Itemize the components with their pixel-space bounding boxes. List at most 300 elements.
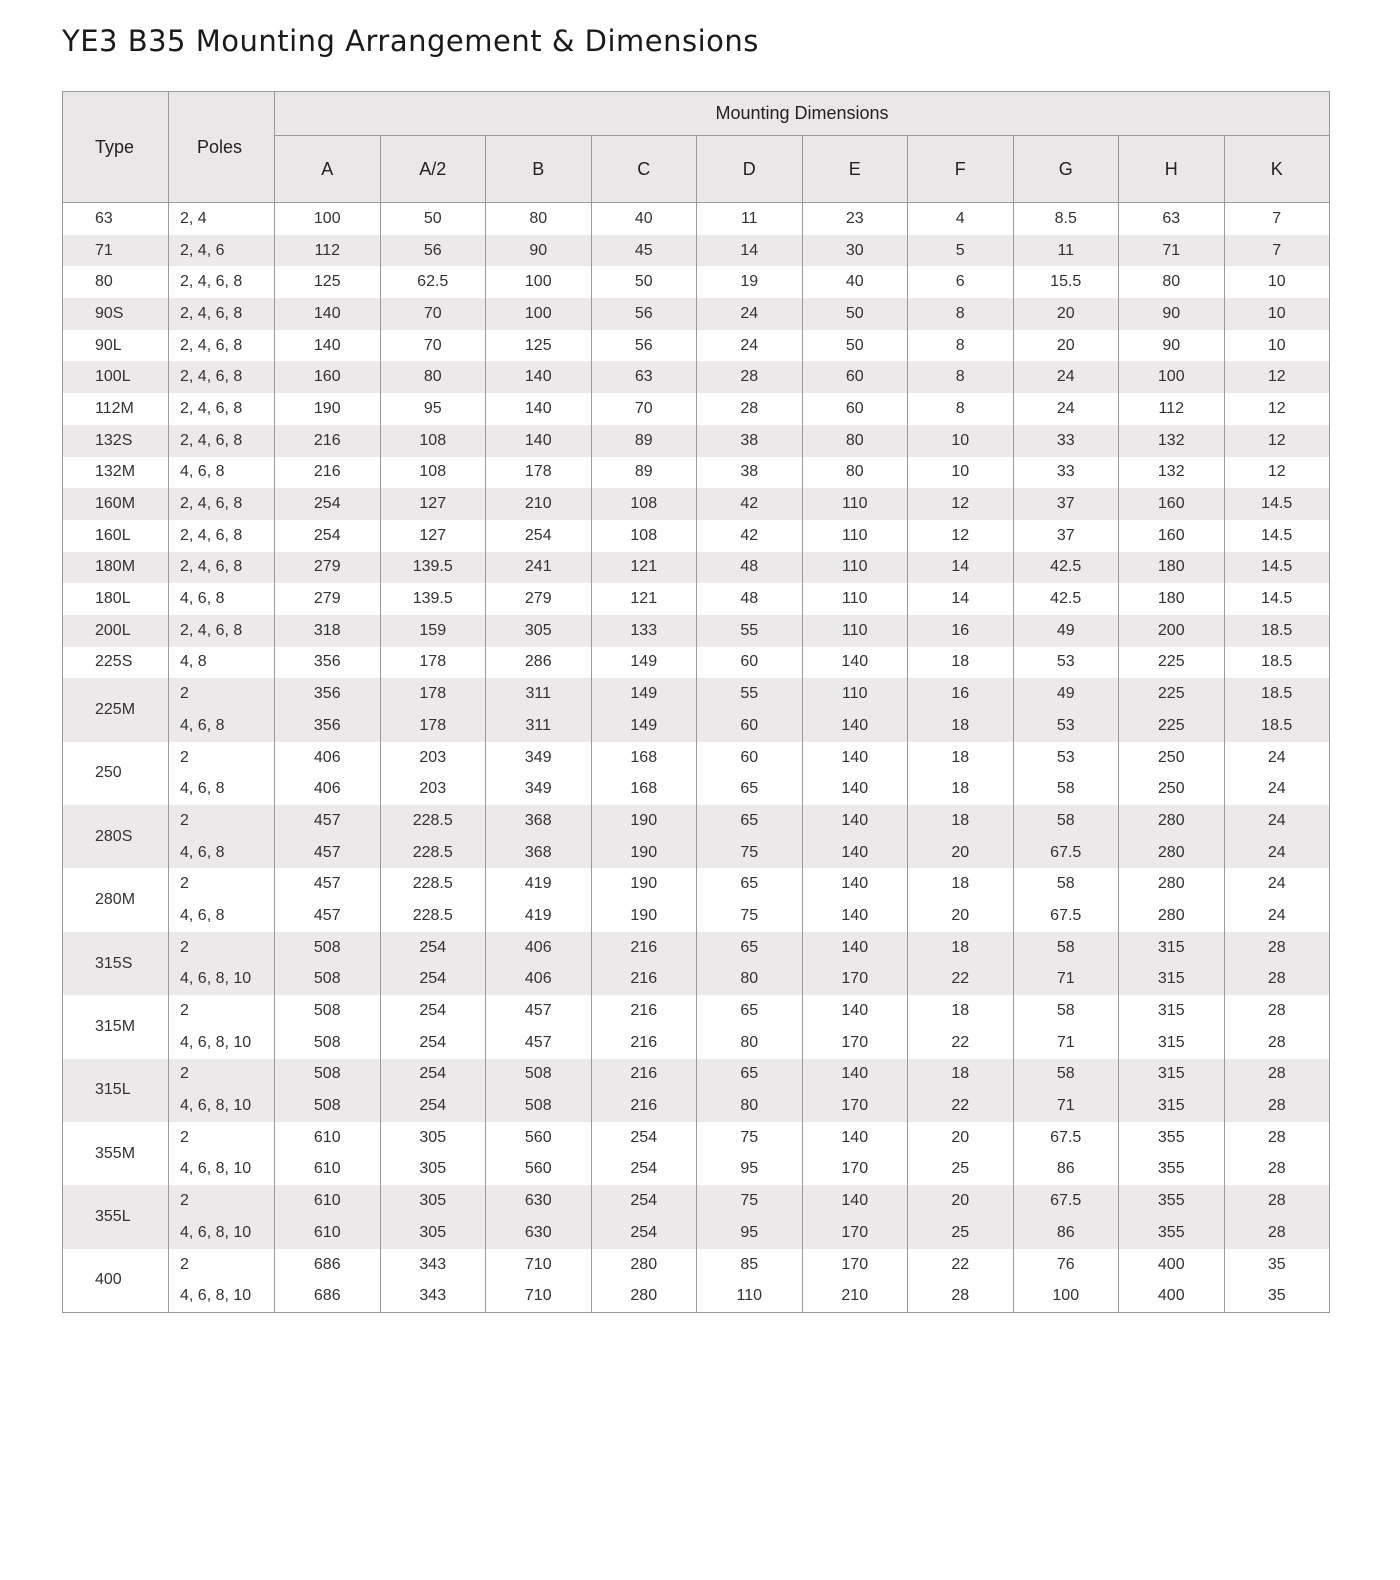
value-cell: 8 [908, 361, 1014, 393]
value-cell: 254 [591, 1185, 697, 1217]
value-cell: 305 [380, 1154, 486, 1186]
value-cell: 149 [591, 678, 697, 710]
table-row [63, 425, 1330, 457]
value-cell: 110 [802, 678, 908, 710]
table-row [63, 678, 1330, 710]
value-cell: 108 [591, 520, 697, 552]
value-cell: 406 [275, 773, 381, 805]
value-cell: 149 [591, 710, 697, 742]
value-cell: 210 [802, 1280, 908, 1312]
value-cell: 280 [591, 1280, 697, 1312]
value-cell: 343 [380, 1249, 486, 1281]
value-cell: 133 [591, 615, 697, 647]
column-header-g: G [1013, 136, 1119, 203]
value-cell: 18 [908, 868, 1014, 900]
value-cell: 305 [380, 1185, 486, 1217]
value-cell: 4 [908, 203, 1014, 235]
type-cell: 132M [63, 457, 169, 489]
value-cell: 80 [697, 1027, 803, 1059]
value-cell: 24 [1224, 837, 1330, 869]
type-cell: 90L [63, 330, 169, 362]
column-header-f: F [908, 136, 1014, 203]
value-cell: 610 [275, 1122, 381, 1154]
value-cell: 178 [380, 710, 486, 742]
column-header-k: K [1224, 136, 1330, 203]
value-cell: 110 [802, 552, 908, 584]
value-cell: 80 [802, 425, 908, 457]
value-cell: 58 [1013, 868, 1119, 900]
value-cell: 710 [486, 1280, 592, 1312]
value-cell: 203 [380, 773, 486, 805]
value-cell: 11 [1013, 235, 1119, 267]
value-cell: 170 [802, 1027, 908, 1059]
value-cell: 53 [1013, 710, 1119, 742]
value-cell: 53 [1013, 647, 1119, 679]
value-cell: 457 [486, 995, 592, 1027]
poles-cell: 4, 6, 8, 10 [169, 964, 275, 996]
value-cell: 89 [591, 457, 697, 489]
value-cell: 7 [1224, 203, 1330, 235]
table-row [63, 330, 1330, 362]
value-cell: 24 [1224, 900, 1330, 932]
type-cell: 315L [63, 1059, 169, 1122]
mounting-dimensions-header: Mounting Dimensions [275, 92, 1330, 136]
value-cell: 110 [802, 583, 908, 615]
table-row [63, 1059, 1330, 1091]
value-cell: 190 [591, 868, 697, 900]
value-cell: 508 [275, 964, 381, 996]
value-cell: 170 [802, 1090, 908, 1122]
value-cell: 140 [275, 298, 381, 330]
value-cell: 216 [591, 964, 697, 996]
value-cell: 419 [486, 900, 592, 932]
table-row [63, 266, 1330, 298]
table-row [63, 837, 1330, 869]
table-row [63, 552, 1330, 584]
value-cell: 110 [802, 615, 908, 647]
poles-cell: 2 [169, 1122, 275, 1154]
value-cell: 12 [908, 520, 1014, 552]
value-cell: 140 [802, 900, 908, 932]
column-header-d: D [697, 136, 803, 203]
value-cell: 508 [486, 1059, 592, 1091]
value-cell: 254 [591, 1217, 697, 1249]
column-header-h: H [1119, 136, 1225, 203]
value-cell: 24 [1013, 393, 1119, 425]
value-cell: 100 [486, 298, 592, 330]
type-cell: 355M [63, 1122, 169, 1185]
value-cell: 89 [591, 425, 697, 457]
value-cell: 355 [1119, 1122, 1225, 1154]
value-cell: 28 [697, 393, 803, 425]
value-cell: 20 [1013, 298, 1119, 330]
column-header-e: E [802, 136, 908, 203]
value-cell: 58 [1013, 1059, 1119, 1091]
type-header: Type [63, 92, 169, 203]
table-row [63, 1249, 1330, 1281]
value-cell: 216 [275, 425, 381, 457]
value-cell: 70 [380, 298, 486, 330]
value-cell: 140 [486, 425, 592, 457]
value-cell: 190 [591, 837, 697, 869]
value-cell: 356 [275, 678, 381, 710]
table-row [63, 647, 1330, 679]
value-cell: 28 [1224, 932, 1330, 964]
value-cell: 42 [697, 520, 803, 552]
value-cell: 12 [1224, 393, 1330, 425]
value-cell: 254 [591, 1122, 697, 1154]
value-cell: 71 [1013, 1090, 1119, 1122]
value-cell: 132 [1119, 425, 1225, 457]
value-cell: 67.5 [1013, 837, 1119, 869]
value-cell: 14.5 [1224, 552, 1330, 584]
value-cell: 160 [1119, 520, 1225, 552]
table-row [63, 393, 1330, 425]
value-cell: 42 [697, 488, 803, 520]
value-cell: 28 [1224, 1027, 1330, 1059]
value-cell: 50 [380, 203, 486, 235]
value-cell: 80 [697, 1090, 803, 1122]
value-cell: 10 [908, 457, 1014, 489]
value-cell: 280 [1119, 900, 1225, 932]
value-cell: 38 [697, 425, 803, 457]
column-header-a-half2: A/2 [380, 136, 486, 203]
value-cell: 20 [1013, 330, 1119, 362]
value-cell: 140 [802, 773, 908, 805]
value-cell: 50 [802, 298, 908, 330]
value-cell: 10 [1224, 298, 1330, 330]
value-cell: 203 [380, 742, 486, 774]
poles-cell: 2 [169, 995, 275, 1027]
type-cell: 315S [63, 932, 169, 995]
value-cell: 49 [1013, 615, 1119, 647]
poles-cell: 4, 6, 8, 10 [169, 1154, 275, 1186]
table-row [63, 615, 1330, 647]
value-cell: 58 [1013, 995, 1119, 1027]
value-cell: 86 [1013, 1217, 1119, 1249]
poles-cell: 4, 6, 8 [169, 710, 275, 742]
value-cell: 70 [380, 330, 486, 362]
value-cell: 355 [1119, 1185, 1225, 1217]
poles-cell: 2 [169, 678, 275, 710]
value-cell: 76 [1013, 1249, 1119, 1281]
type-cell: 400 [63, 1249, 169, 1313]
column-header-c: C [591, 136, 697, 203]
value-cell: 80 [802, 457, 908, 489]
value-cell: 18 [908, 647, 1014, 679]
value-cell: 140 [486, 361, 592, 393]
table-row [63, 1122, 1330, 1154]
value-cell: 254 [380, 932, 486, 964]
value-cell: 40 [802, 266, 908, 298]
table-row [63, 488, 1330, 520]
value-cell: 160 [275, 361, 381, 393]
poles-cell: 2, 4, 6, 8 [169, 393, 275, 425]
value-cell: 508 [275, 932, 381, 964]
table-row [63, 1185, 1330, 1217]
value-cell: 55 [697, 615, 803, 647]
value-cell: 18 [908, 805, 1014, 837]
table-row [63, 932, 1330, 964]
type-cell: 225M [63, 678, 169, 741]
type-cell: 180L [63, 583, 169, 615]
value-cell: 12 [1224, 457, 1330, 489]
value-cell: 305 [486, 615, 592, 647]
table-row [63, 742, 1330, 774]
poles-cell: 4, 6, 8, 10 [169, 1090, 275, 1122]
value-cell: 10 [908, 425, 1014, 457]
type-cell: 280S [63, 805, 169, 868]
value-cell: 20 [908, 1185, 1014, 1217]
value-cell: 368 [486, 837, 592, 869]
value-cell: 210 [486, 488, 592, 520]
value-cell: 178 [380, 647, 486, 679]
value-cell: 508 [275, 995, 381, 1027]
value-cell: 406 [486, 964, 592, 996]
type-cell: 71 [63, 235, 169, 267]
value-cell: 63 [1119, 203, 1225, 235]
table-row [63, 457, 1330, 489]
value-cell: 75 [697, 1185, 803, 1217]
value-cell: 90 [1119, 298, 1225, 330]
value-cell: 50 [591, 266, 697, 298]
value-cell: 315 [1119, 995, 1225, 1027]
value-cell: 24 [697, 330, 803, 362]
value-cell: 355 [1119, 1217, 1225, 1249]
value-cell: 508 [275, 1059, 381, 1091]
value-cell: 108 [380, 425, 486, 457]
page-title: YE3 B35 Mounting Arrangement & Dimensions [62, 24, 759, 58]
value-cell: 65 [697, 1059, 803, 1091]
value-cell: 140 [275, 330, 381, 362]
type-cell: 315M [63, 995, 169, 1058]
value-cell: 85 [697, 1249, 803, 1281]
type-cell: 90S [63, 298, 169, 330]
value-cell: 216 [591, 995, 697, 1027]
value-cell: 356 [275, 647, 381, 679]
value-cell: 28 [1224, 1154, 1330, 1186]
poles-cell: 2 [169, 805, 275, 837]
value-cell: 457 [275, 805, 381, 837]
value-cell: 19 [697, 266, 803, 298]
value-cell: 400 [1119, 1280, 1225, 1312]
value-cell: 228.5 [380, 900, 486, 932]
poles-cell: 2, 4, 6, 8 [169, 330, 275, 362]
poles-cell: 4, 6, 8, 10 [169, 1280, 275, 1312]
value-cell: 95 [380, 393, 486, 425]
value-cell: 30 [802, 235, 908, 267]
value-cell: 254 [486, 520, 592, 552]
value-cell: 343 [380, 1280, 486, 1312]
type-cell: 112M [63, 393, 169, 425]
value-cell: 140 [802, 1122, 908, 1154]
value-cell: 368 [486, 805, 592, 837]
poles-cell: 4, 8 [169, 647, 275, 679]
value-cell: 67.5 [1013, 1122, 1119, 1154]
value-cell: 508 [275, 1027, 381, 1059]
type-cell: 100L [63, 361, 169, 393]
dimensions-table [62, 91, 1330, 1313]
value-cell: 75 [697, 837, 803, 869]
value-cell: 241 [486, 552, 592, 584]
value-cell: 28 [1224, 964, 1330, 996]
value-cell: 140 [802, 805, 908, 837]
type-cell: 280M [63, 868, 169, 931]
value-cell: 160 [1119, 488, 1225, 520]
table-row [63, 995, 1330, 1027]
value-cell: 419 [486, 868, 592, 900]
table-row [63, 1280, 1330, 1312]
value-cell: 216 [591, 1059, 697, 1091]
value-cell: 140 [802, 647, 908, 679]
value-cell: 610 [275, 1185, 381, 1217]
value-cell: 140 [802, 1185, 908, 1217]
value-cell: 170 [802, 1249, 908, 1281]
type-cell: 200L [63, 615, 169, 647]
value-cell: 132 [1119, 457, 1225, 489]
value-cell: 63 [591, 361, 697, 393]
type-cell: 63 [63, 203, 169, 235]
table-row [63, 583, 1330, 615]
value-cell: 65 [697, 932, 803, 964]
value-cell: 108 [591, 488, 697, 520]
value-cell: 100 [486, 266, 592, 298]
value-cell: 75 [697, 1122, 803, 1154]
type-cell: 160M [63, 488, 169, 520]
value-cell: 18 [908, 773, 1014, 805]
poles-cell: 2 [169, 1059, 275, 1091]
table-row [63, 900, 1330, 932]
value-cell: 630 [486, 1217, 592, 1249]
value-cell: 14.5 [1224, 488, 1330, 520]
poles-cell: 2 [169, 868, 275, 900]
value-cell: 254 [380, 995, 486, 1027]
value-cell: 168 [591, 742, 697, 774]
value-cell: 406 [486, 932, 592, 964]
value-cell: 18 [908, 742, 1014, 774]
table-row [63, 1090, 1330, 1122]
value-cell: 28 [1224, 1090, 1330, 1122]
value-cell: 8 [908, 393, 1014, 425]
type-cell: 80 [63, 266, 169, 298]
value-cell: 7 [1224, 235, 1330, 267]
value-cell: 11 [697, 203, 803, 235]
value-cell: 254 [275, 520, 381, 552]
value-cell: 24 [1224, 742, 1330, 774]
value-cell: 315 [1119, 1027, 1225, 1059]
value-cell: 311 [486, 710, 592, 742]
value-cell: 33 [1013, 457, 1119, 489]
value-cell: 710 [486, 1249, 592, 1281]
value-cell: 50 [802, 330, 908, 362]
value-cell: 60 [802, 361, 908, 393]
value-cell: 279 [486, 583, 592, 615]
value-cell: 315 [1119, 932, 1225, 964]
value-cell: 280 [1119, 805, 1225, 837]
table-row [63, 868, 1330, 900]
value-cell: 33 [1013, 425, 1119, 457]
value-cell: 286 [486, 647, 592, 679]
type-cell: 250 [63, 742, 169, 805]
column-header-b: B [486, 136, 592, 203]
value-cell: 140 [486, 393, 592, 425]
table-row [63, 1154, 1330, 1186]
table-row [63, 203, 1330, 235]
value-cell: 630 [486, 1185, 592, 1217]
poles-cell: 2, 4, 6, 8 [169, 520, 275, 552]
value-cell: 125 [275, 266, 381, 298]
value-cell: 100 [1013, 1280, 1119, 1312]
table-row [63, 773, 1330, 805]
value-cell: 140 [802, 837, 908, 869]
value-cell: 14.5 [1224, 520, 1330, 552]
value-cell: 62.5 [380, 266, 486, 298]
value-cell: 228.5 [380, 805, 486, 837]
value-cell: 140 [802, 932, 908, 964]
type-cell: 355L [63, 1185, 169, 1248]
value-cell: 225 [1119, 678, 1225, 710]
value-cell: 315 [1119, 1059, 1225, 1091]
value-cell: 610 [275, 1154, 381, 1186]
value-cell: 67.5 [1013, 900, 1119, 932]
value-cell: 200 [1119, 615, 1225, 647]
value-cell: 58 [1013, 773, 1119, 805]
value-cell: 80 [486, 203, 592, 235]
value-cell: 280 [1119, 837, 1225, 869]
value-cell: 49 [1013, 678, 1119, 710]
table-row [63, 361, 1330, 393]
poles-cell: 2, 4, 6, 8 [169, 361, 275, 393]
value-cell: 28 [697, 361, 803, 393]
value-cell: 18 [908, 1059, 1014, 1091]
value-cell: 24 [697, 298, 803, 330]
value-cell: 178 [380, 678, 486, 710]
poles-cell: 4, 6, 8 [169, 900, 275, 932]
value-cell: 16 [908, 678, 1014, 710]
value-cell: 71 [1119, 235, 1225, 267]
value-cell: 159 [380, 615, 486, 647]
poles-cell: 4, 6, 8 [169, 773, 275, 805]
value-cell: 12 [908, 488, 1014, 520]
value-cell: 58 [1013, 805, 1119, 837]
value-cell: 80 [1119, 266, 1225, 298]
value-cell: 280 [591, 1249, 697, 1281]
value-cell: 112 [275, 235, 381, 267]
value-cell: 139.5 [380, 552, 486, 584]
value-cell: 37 [1013, 488, 1119, 520]
value-cell: 254 [380, 1059, 486, 1091]
value-cell: 149 [591, 647, 697, 679]
type-cell: 132S [63, 425, 169, 457]
table-row [63, 520, 1330, 552]
value-cell: 125 [486, 330, 592, 362]
value-cell: 24 [1013, 361, 1119, 393]
value-cell: 279 [275, 583, 381, 615]
value-cell: 112 [1119, 393, 1225, 425]
value-cell: 254 [591, 1154, 697, 1186]
value-cell: 311 [486, 678, 592, 710]
value-cell: 60 [697, 647, 803, 679]
value-cell: 180 [1119, 552, 1225, 584]
table-row [63, 805, 1330, 837]
value-cell: 24 [1224, 868, 1330, 900]
poles-cell: 2, 4, 6, 8 [169, 552, 275, 584]
value-cell: 20 [908, 900, 1014, 932]
value-cell: 18 [908, 932, 1014, 964]
value-cell: 508 [275, 1090, 381, 1122]
value-cell: 58 [1013, 932, 1119, 964]
poles-cell: 2 [169, 1185, 275, 1217]
